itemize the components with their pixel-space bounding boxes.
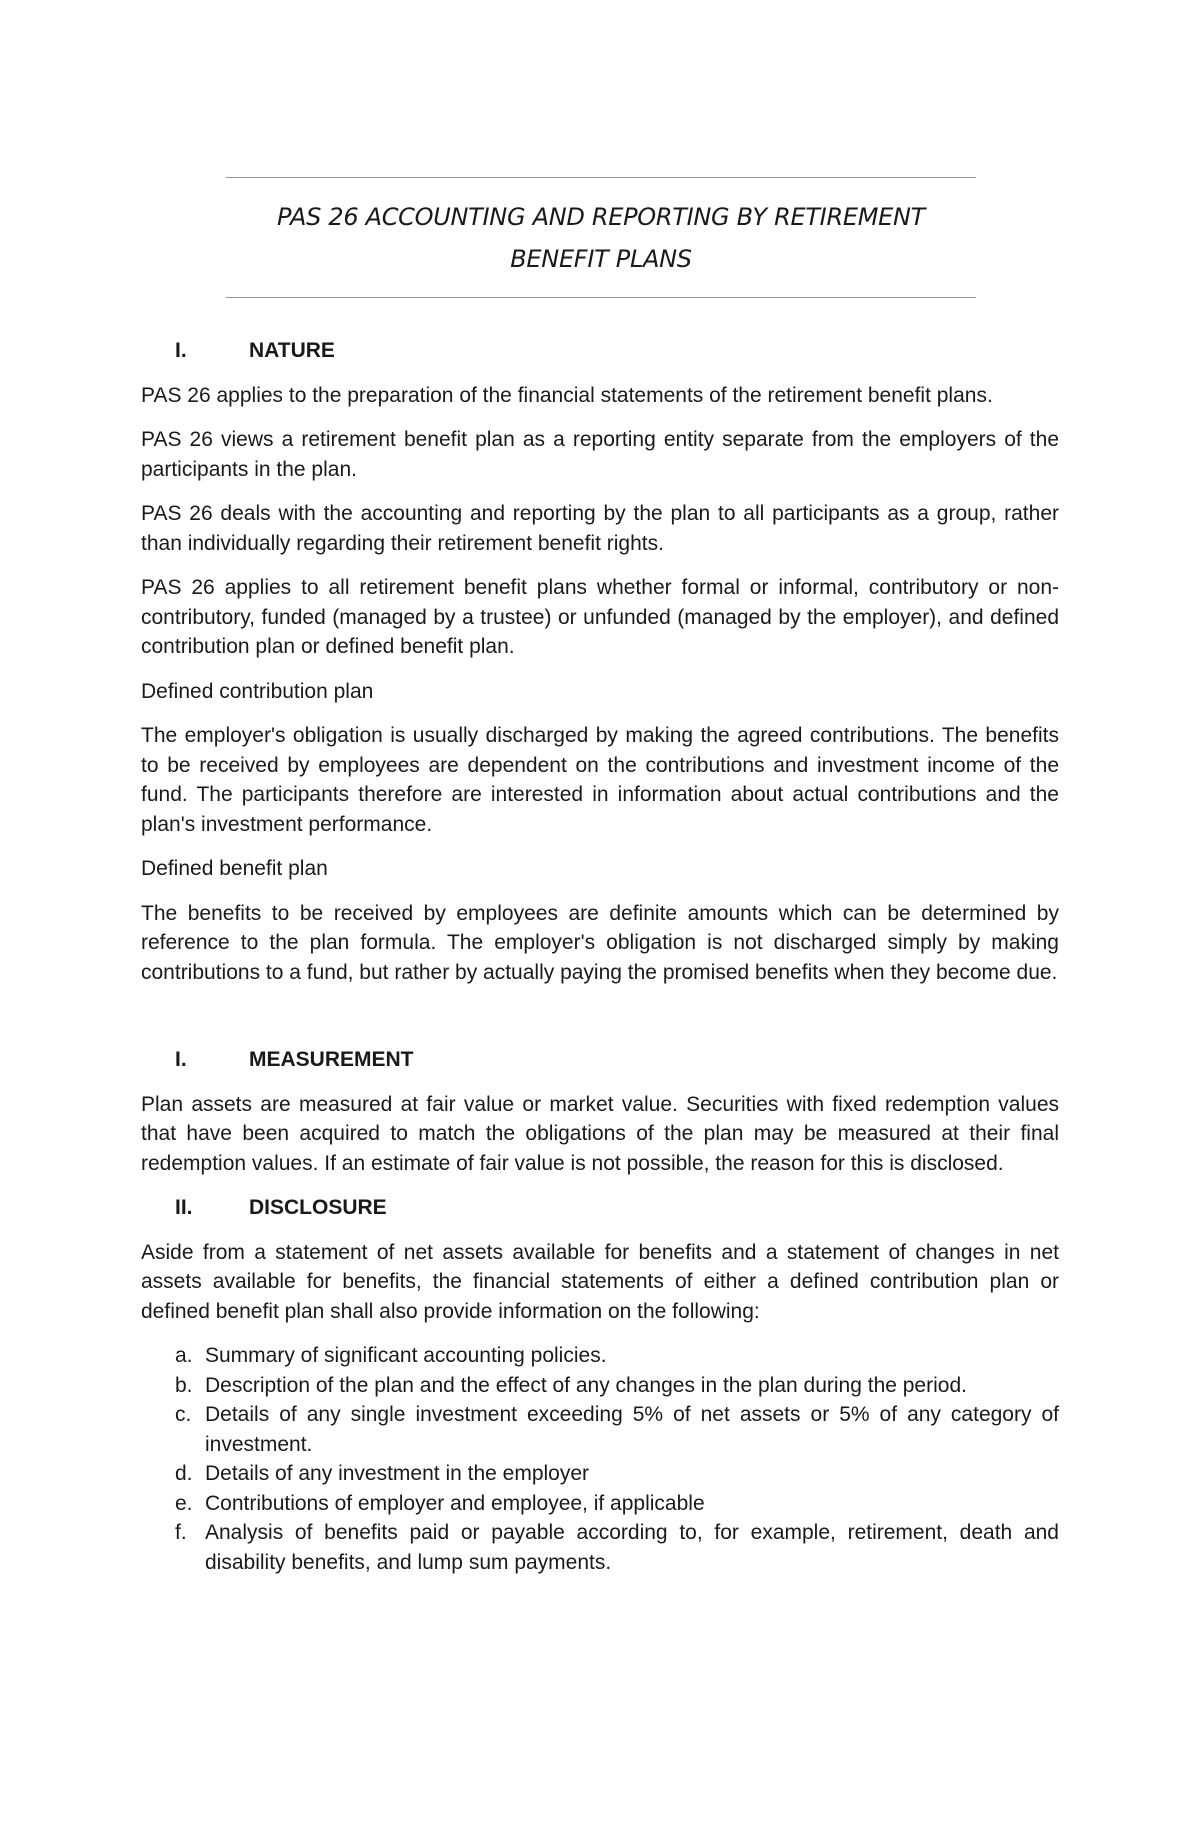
disclosure-list [141,1341,1059,1577]
title-line-1: PAS 26 ACCOUNTING AND REPORTING BY RETIREMENT [276,203,925,231]
document-title [226,196,976,280]
section-spacer [141,1002,1059,1045]
list-item [141,1341,1059,1371]
title-line-2: BENEFIT PLANS [510,245,692,273]
paragraph: PAS 26 deals with the accounting and reporting by the plan to all participants as a group, rather than individually regarding their retirement benefit rights. [141,502,1059,555]
title-bottom-rule [226,297,976,298]
list-marker: f. [175,1521,187,1544]
list-item-text: Contributions of employer and employee, if applicable [205,1491,705,1515]
list-item [141,1459,1059,1489]
section-heading-nature [141,336,1059,366]
subheading-defined-contribution: Defined contribution plan [141,679,374,703]
section-number: I. [175,1048,187,1071]
list-item [141,1518,1059,1577]
paragraph: PAS 26 views a retirement benefit plan as a reporting entity separate from the employers of the participants in the plan. [141,428,1059,481]
section-label: DISCLOSURE [249,1196,387,1219]
section-label: NATURE [249,339,335,362]
list-item [141,1400,1059,1459]
section-number: II. [175,1196,193,1219]
list-item-text: Analysis of benefits paid or payable according to, for example, retirement, death and disability benefits, and lump sum payments. [205,1521,1059,1574]
paragraph: PAS 26 applies to all retirement benefit plans whether formal or informal, contributory or non-contributory, funded (managed by a trustee) or unfunded (managed by the employer), and defined contribution plan or defined benefit plan. [141,576,1059,658]
list-marker: a. [175,1344,193,1367]
list-item-text: Details of any single investment exceeding 5% of net assets or 5% of any category of investment. [205,1403,1059,1456]
title-top-rule [226,177,976,178]
section-heading-measurement [141,1045,1059,1075]
list-marker: c. [175,1403,192,1426]
list-marker: b. [175,1373,193,1397]
paragraph: Plan assets are measured at fair value or market value. Securities with fixed redemption values that have been acquired to match the obligations of the plan may be measured at their final redemption values. If an estimate of fair value is not possible, the reason for this is disclosed. [141,1092,1059,1175]
subheading-defined-benefit: Defined benefit plan [141,857,328,880]
paragraph: PAS 26 applies to the preparation of the financial statements of the retirement benefit plans. [141,383,993,407]
list-item-text: Summary of significant accounting policies. [205,1344,607,1367]
list-item [141,1371,1059,1401]
list-marker: e. [175,1491,193,1515]
paragraph: The benefits to be received by employees are definite amounts which can be determined by reference to the plan formula. The employer's obligation is not discharged simply by making contributions to a fund, but rather by actually paying the promised benefits when they become due. [141,901,1059,984]
list-marker: d. [175,1462,193,1485]
section-number: I. [175,339,187,362]
section-label: MEASUREMENT [249,1048,414,1071]
section-heading-disclosure [141,1193,1059,1223]
list-item-text: Details of any investment in the employer [205,1462,590,1485]
list-item-text: Description of the plan and the effect of any changes in the plan during the period. [205,1373,967,1397]
document-body [141,336,1059,1577]
list-item [141,1489,1059,1519]
paragraph: The employer's obligation is usually discharged by making the agreed contributions. The benefits to be received by employees are dependent on the contributions and investment income of the fund. The participants therefore are interested in information about actual contributions and the plan's investment performance. [141,724,1059,836]
paragraph: Aside from a statement of net assets available for benefits and a statement of changes in net assets available for benefits, the financial statements of either a defined contribution plan or defined benefit plan shall also provide information on the following: [141,1240,1059,1323]
